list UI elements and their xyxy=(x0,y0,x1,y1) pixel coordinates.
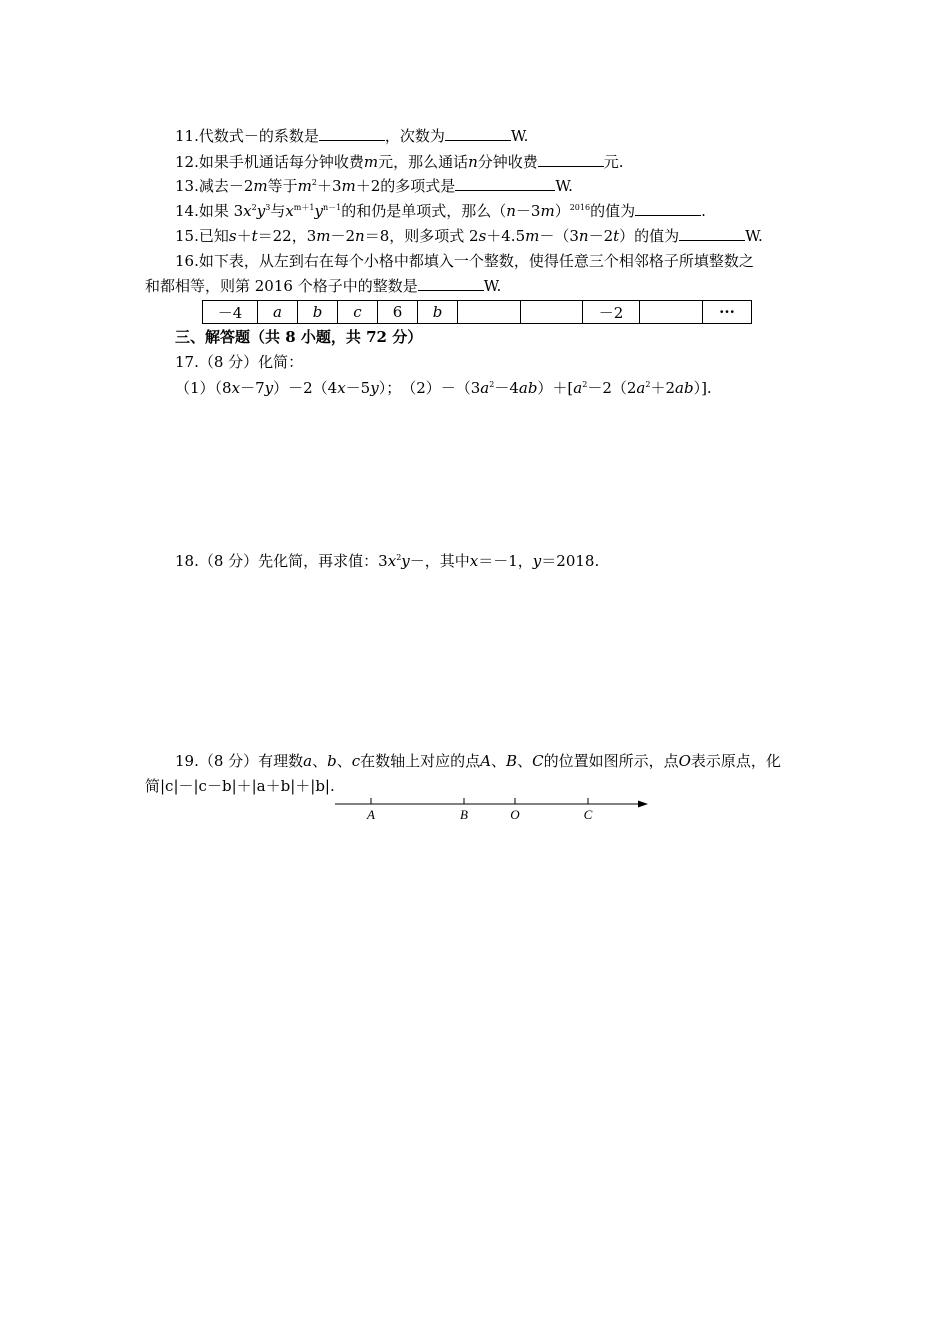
point-label-a: A xyxy=(367,807,375,822)
table-cell: a xyxy=(258,301,298,324)
integer-sequence-table xyxy=(202,300,752,324)
table-cell: c xyxy=(338,301,378,324)
section-heading: 三、解答题（共 8 小题，共 72 分） xyxy=(175,328,423,346)
table-cell xyxy=(521,301,583,324)
point-label-b: B xyxy=(460,807,468,822)
number-line xyxy=(330,794,655,828)
table-cell: b xyxy=(418,301,458,324)
question-19-line-1: 19.（8 分）有理数a、b、c在数轴上对应的点A、B、C的位置如图所示，点O表示原点，化 xyxy=(175,752,781,770)
question-18: 18.（8 分）先化简，再求值：$3x^2y-$，其中x＝－1，y＝2018. xyxy=(175,552,600,570)
question-19-line-2: 简|c|－|c－b|＋|a＋b|＋|b|. xyxy=(145,777,335,795)
question-14: 14.如果 $3x^2y^3$与$x^{m+1}y^{n-1}$的和仍是单项式，那么$(n-3m)^{2016}$的值为 . xyxy=(175,202,706,220)
point-label-c: C xyxy=(583,807,593,822)
question-11: 11.代数式－的系数是 ，次数为 W. xyxy=(175,127,529,145)
answer-blank xyxy=(445,126,511,141)
answer-blank xyxy=(635,201,701,216)
question-12: 12.如果手机通话每分钟收费m元，那么通话n分钟收费 元. xyxy=(175,153,624,171)
answer-blank xyxy=(418,276,484,291)
question-17-parts: （1）（8x－7y）－2（4x－5y）； $(2)-(3a^2-4ab)+[a^2-2(2a^2+2ab)]$. xyxy=(175,379,712,397)
question-15: 15.已知s＋t＝22，3m－2n＝8，则多项式 2s＋4.5m－（3n－2t）的值为 W. xyxy=(175,227,763,245)
table-cell: 6 xyxy=(378,301,418,324)
table-cell xyxy=(458,301,521,324)
question-16-line-2: 和都相等，则第 2016 个格子中的整数是 W. xyxy=(145,277,502,295)
table-cell: －4 xyxy=(203,301,258,324)
point-label-o: O xyxy=(510,807,520,822)
question-16-line-1: 16.如下表，从左到右在每个小格中都填入一个整数，使得任意三个相邻格子所填整数之 xyxy=(175,252,754,270)
table-cell: ··· xyxy=(703,301,752,324)
table-cell: －2 xyxy=(583,301,640,324)
answer-blank xyxy=(538,152,604,167)
answer-blank xyxy=(455,176,555,191)
answer-blank xyxy=(679,226,745,241)
table-cell: b xyxy=(298,301,338,324)
question-17-title: 17.（8 分）化简： xyxy=(175,353,304,371)
answer-blank xyxy=(319,126,385,141)
table-cell xyxy=(640,301,703,324)
arrow-right-icon xyxy=(638,801,648,808)
question-13: 13.减去－2m等于$m^2+3m+2$的多项式是 W. xyxy=(175,177,573,195)
